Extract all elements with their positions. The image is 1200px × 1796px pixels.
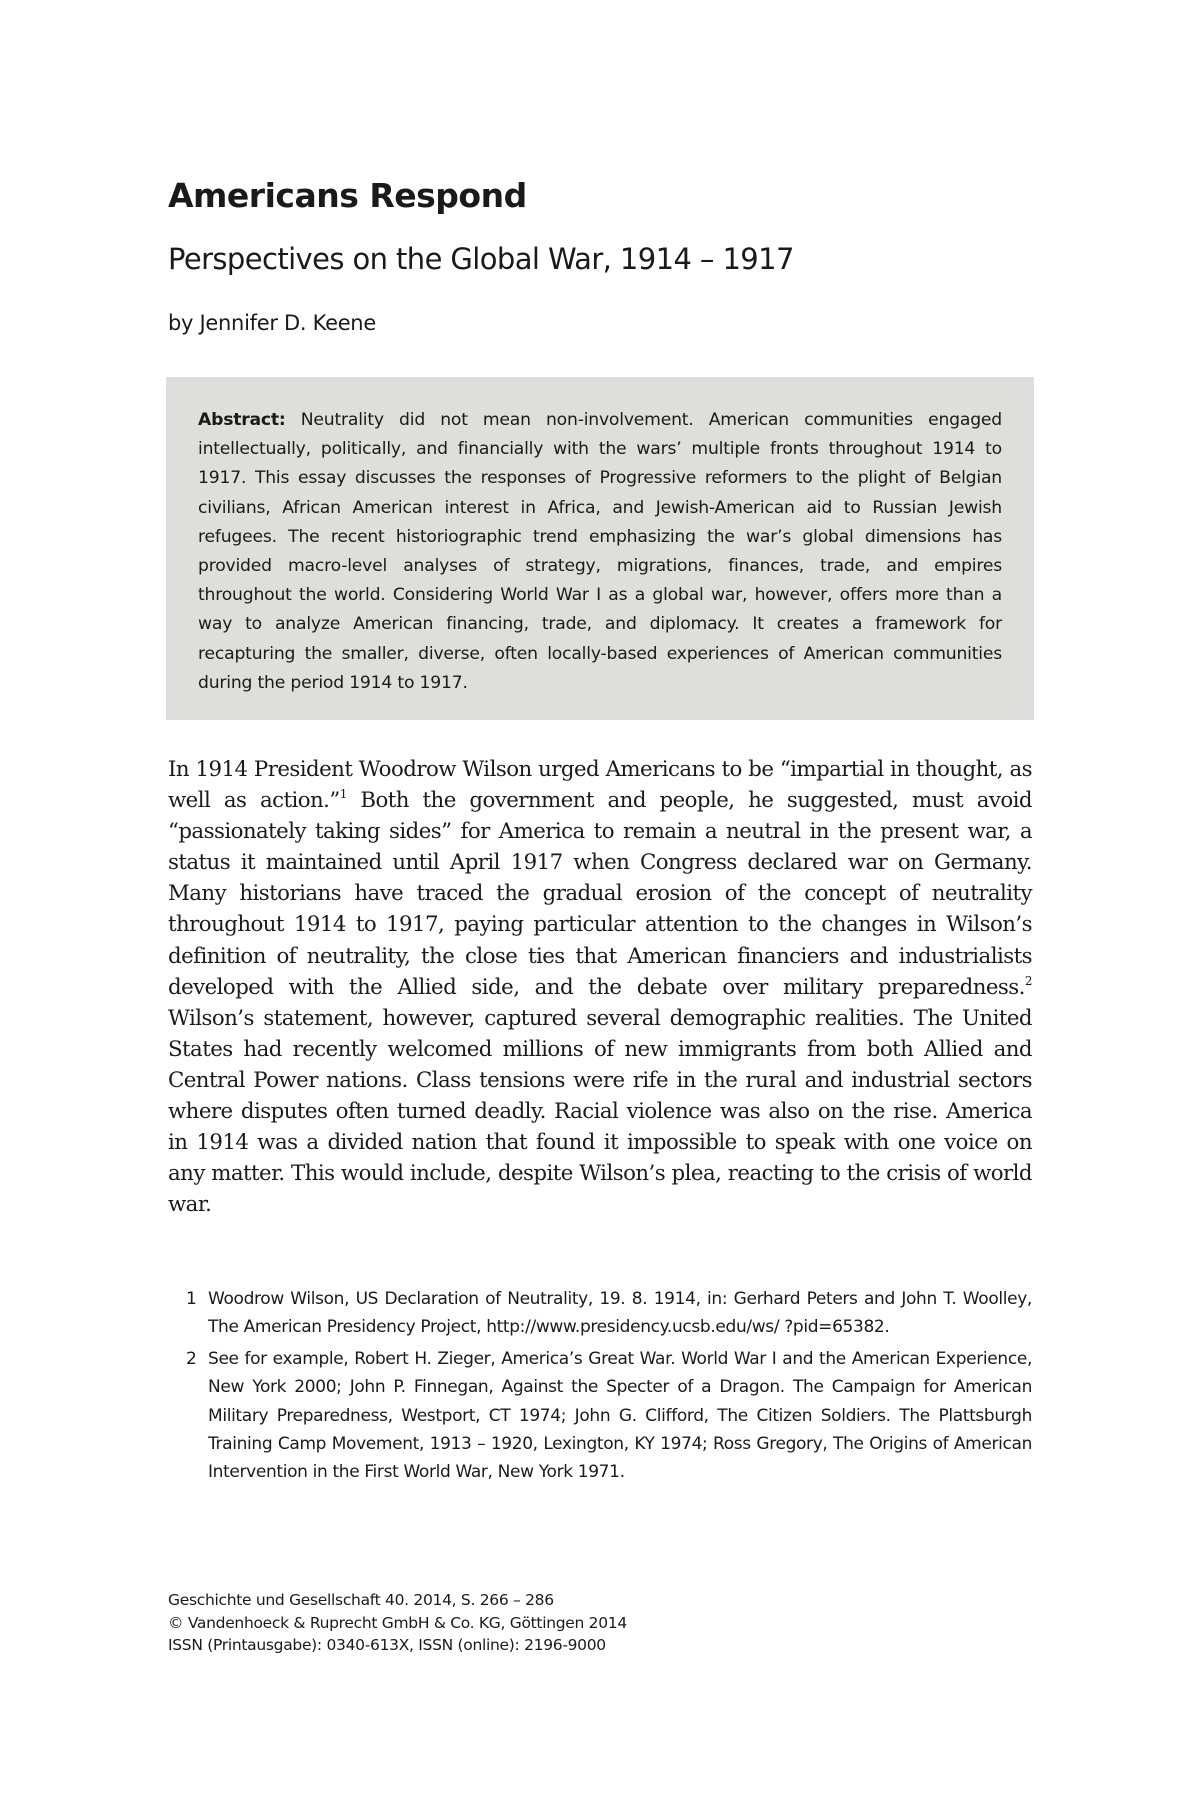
- article-title: Americans Respond: [168, 176, 527, 215]
- publication-footer: [168, 1589, 627, 1657]
- footnote-number: 2: [186, 1348, 197, 1369]
- footnote-ref-1[interactable]: 1: [339, 787, 347, 802]
- body-text-part-2: Both the government and people, he suggested, must avoid “passionately taking sides” for America to remain a neutral in the present war, a status it maintained until April 1917 when Congress declared war on Germany. Many historians have traced the gradual erosion of the concept of neutrality throughout 1914 to 1917, paying particular attention to the changes in Wilson’s definition of neutrality, the close ties that American financiers and industrialists developed with the Allied side, and the debate over military preparedness.: [168, 788, 1033, 1000]
- footnote-text: See for example, Robert H. Zieger, America’s Great War. World War I and the American Experience, New York 2000; John P. Finnegan, Against the Specter of a Dragon. The Campaign for American Military Preparedness, Westport, CT 1974; John G. Clifford, The Citizen Soldiers. The Plattsburgh Training Camp Movement, 1913 – 1920, Lexington, KY 1974; Ross Gregory, The Origins of American Intervention in the First World War, New York 1971.: [208, 1348, 1032, 1483]
- footnote-ref-2[interactable]: 2: [1024, 973, 1032, 988]
- copyright-line: © Vandenhoeck & Ruprecht GmbH & Co. KG, Göttingen 2014: [168, 1613, 627, 1632]
- abstract-label: Abstract:: [198, 410, 286, 430]
- journal-citation: Geschichte und Gesellschaft 40. 2014, S. 266 – 286: [168, 1591, 554, 1609]
- abstract-text: Neutrality did not mean non-involvement. American communities engaged intellectually, politically, and financially with the wars’ multiple fronts throughout 1914 to 1917. This essay discusses the responses of Progressive reformers to the plight of Belgian civilians, African American interest in Africa, and Jewish-American aid to Russian Jewish refugees. The recent historiographic trend emphasizing the war’s global dimensions has provided macro-level analyses of strategy, migrations, finances, trade, and empires throughout the world. Considering World War I as a global war, however, offers more than a way to analyze American financing, trade, and diplomacy. It creates a framework for recapturing the smaller, diverse, often locally-based experiences of American communities during the period 1914 to 1917.: [198, 410, 1002, 693]
- footnote-number: 1: [186, 1289, 197, 1309]
- author-byline: by Jennifer D. Keene: [168, 311, 376, 335]
- abstract-box: [166, 377, 1034, 720]
- issn-line: ISSN (Printausgabe): 0340-613X, ISSN (online): 2196-9000: [168, 1636, 606, 1654]
- body-paragraph: [168, 754, 1032, 1220]
- footnote-text: Woodrow Wilson, US Declaration of Neutrality, 19. 8. 1914, in: Gerhard Peters and John T. Woolley, The American Presidency Project, http://www.presidency.ucsb.edu/ws/ ?pid=65382.: [208, 1289, 1032, 1338]
- body-text-part-1: In 1914 President Woodrow Wilson urged Americans to be “impartial in thought, as well as action.”: [168, 757, 1032, 814]
- footnotes-list: [186, 1285, 1032, 1490]
- footnote-1: [186, 1285, 1032, 1342]
- footnote-2: [186, 1345, 1032, 1487]
- body-text-part-3: Wilson’s statement, however, captured several demographic realities. The United States had recently welcomed millions of new immigrants from both Allied and Central Power nations. Class tensions were rife in the rural and industrial sectors where disputes often turned deadly. Racial violence was also on the rise. America in 1914 was a divided nation that found it impossible to speak with one voice on any matter. This would include, despite Wilson’s plea, reacting to the crisis of world war.: [168, 1005, 1032, 1218]
- abstract-paragraph: [198, 406, 1002, 698]
- article-subtitle: Perspectives on the Global War, 1914 – 1917: [168, 242, 794, 276]
